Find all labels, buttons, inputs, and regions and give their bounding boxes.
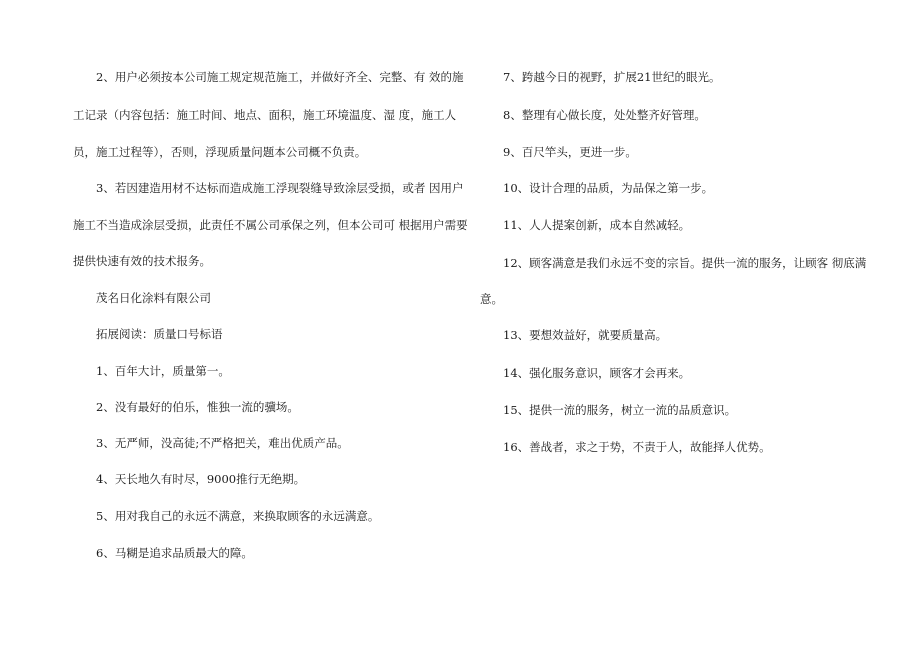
company-name: 茂名日化涂料有限公司 bbox=[96, 291, 211, 305]
slogan-item: 1、百年大计，质量第一。 bbox=[96, 364, 230, 378]
paragraph-3-line-3: 提供快速有效的技术报务。 bbox=[73, 254, 211, 268]
slogan-item: 8、整理有心做长度，处处整齐好管理。 bbox=[503, 108, 706, 122]
paragraph-2-line-1: 2、用户必须按本公司施工规定规范施工，并做好齐全、完整、有 效的施 bbox=[96, 70, 464, 84]
slogan-item: 3、无严师，没高徒;不严格把关，难出优质产品。 bbox=[96, 436, 349, 450]
paragraph-3-line-2: 施工不当造成涂层受损，此责任不属公司承保之列，但本公司可 根据用户需要 bbox=[73, 218, 468, 232]
extended-reading-heading: 拓展阅读：质量口号标语 bbox=[96, 327, 223, 341]
slogan-12-line-2: 意。 bbox=[480, 292, 503, 306]
slogan-item: 7、跨越今日的视野，扩展21世纪的眼光。 bbox=[503, 70, 721, 84]
slogan-item: 11、人人提案创新，成本自然减轻。 bbox=[503, 218, 691, 232]
slogan-item: 10、设计合理的品质，为品保之第一步。 bbox=[503, 181, 714, 195]
paragraph-3-line-1: 3、若因建造用材不达标而造成施工浮现裂缝导致涂层受损，或者 因用户 bbox=[96, 181, 464, 195]
slogan-item: 5、用对我自己的永远不满意，来换取顾客的永远满意。 bbox=[96, 509, 380, 523]
slogan-item: 6、马糊是追求品质最大的障。 bbox=[96, 546, 253, 560]
slogan-item: 4、天长地久有时尽，9000推行无绝期。 bbox=[96, 472, 306, 486]
slogan-item: 13、要想效益好，就要质量高。 bbox=[503, 328, 668, 342]
slogan-12-line-1: 12、顾客满意是我们永远不变的宗旨。提供一流的服务，让顾客 彻底满 bbox=[503, 256, 867, 270]
slogan-item: 14、强化服务意识，顾客才会再来。 bbox=[503, 366, 691, 380]
slogan-item: 2、没有最好的伯乐，惟独一流的骥场。 bbox=[96, 400, 299, 414]
slogan-item: 16、善战者，求之于势，不责于人，故能择人优势。 bbox=[503, 440, 771, 454]
paragraph-2-line-3: 员，施工过程等），否则，浮现质量问题本公司概不负责。 bbox=[73, 145, 367, 159]
paragraph-2-line-2: 工记录（内容包括：施工时间、地点、面积，施工环境温度、湿 度，施工人 bbox=[73, 108, 457, 122]
slogan-item: 9、百尺竿头，更进一步。 bbox=[503, 145, 637, 159]
slogan-item: 15、提供一流的服务，树立一流的品质意识。 bbox=[503, 403, 737, 417]
